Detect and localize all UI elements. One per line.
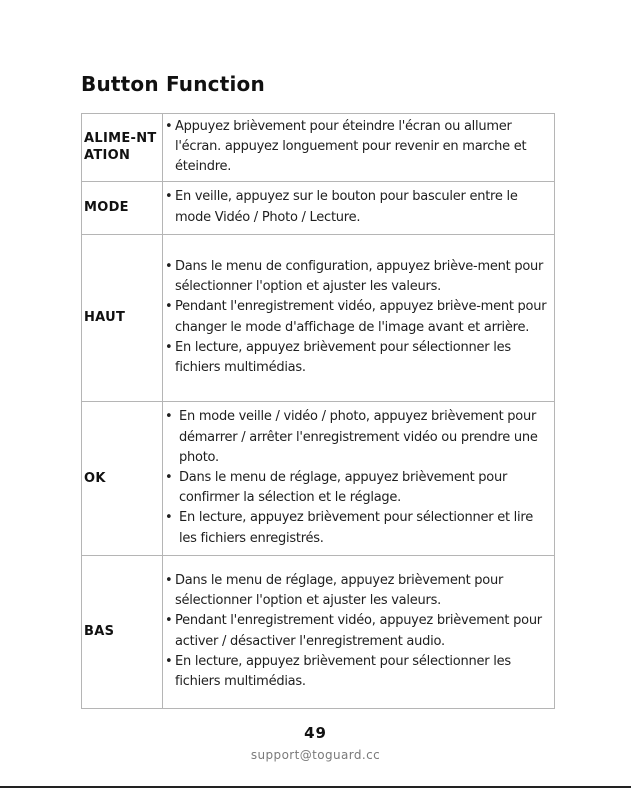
bullet-icon: • [165, 119, 173, 134]
list-item-text: Dans le menu de réglage, appuyez brièvement pour sélectionner l'option et ajuster les valeurs. [175, 573, 504, 609]
list-item [165, 257, 554, 297]
button-name-cell [82, 555, 163, 708]
button-name-cell [82, 114, 163, 182]
bullet-icon: • [165, 339, 173, 355]
list-item-text: Pendant l'enregistrement vidéo, appuyez briève-ment pour changer le mode d'affichage de l'image avant et arrière. [175, 299, 547, 335]
list-item-text: En veille, appuyez sur le bouton pour basculer entre le mode Vidéo / Photo / Lecture. [175, 189, 518, 225]
button-name: OK [84, 470, 106, 486]
list-item [165, 611, 554, 651]
list-item [165, 407, 554, 468]
description-list [165, 117, 554, 178]
list-item [165, 297, 554, 337]
page-number: 49 [304, 724, 327, 742]
description-cell [163, 555, 555, 708]
table-row-haut [82, 234, 555, 401]
bullet-icon: • [165, 653, 173, 669]
list-item-text: Dans le menu de réglage, appuyez brièvement pour confirmer la sélection et le réglage. [179, 470, 508, 506]
list-item [165, 187, 554, 227]
description-cell [163, 401, 555, 555]
list-item [165, 117, 554, 178]
button-name: ALIME-NTATION [84, 131, 157, 164]
bullet-icon: • [165, 510, 173, 526]
button-name-cell [82, 234, 163, 401]
list-item-text: En lecture, appuyez brièvement pour sélectionner et lire les fichiers enregistrés. [179, 510, 533, 546]
list-item [165, 652, 554, 692]
description-list [165, 407, 554, 548]
table-row-ok [82, 401, 555, 555]
list-item-text: Pendant l'enregistrement vidéo, appuyez brièvement pour activer / désactiver l'enregistrement audio. [175, 613, 542, 649]
description-cell [163, 234, 555, 401]
bullet-icon: • [165, 573, 173, 588]
description-list [165, 187, 554, 227]
list-item [165, 468, 554, 508]
button-name-cell [82, 181, 163, 234]
bullet-icon: • [165, 470, 173, 485]
page-title: Button Function [81, 72, 265, 96]
footer-email: support@toguard.cc [250, 748, 381, 762]
button-name: MODE [84, 200, 129, 216]
bullet-icon: • [165, 259, 173, 274]
bullet-icon: • [165, 189, 173, 205]
list-item [165, 571, 554, 611]
bullet-icon: • [165, 299, 173, 315]
button-name: HAUT [84, 310, 126, 326]
list-item-text: En lecture, appuyez brièvement pour sélectionner les fichiers multimédias. [175, 653, 511, 690]
bullet-icon: • [165, 613, 173, 629]
list-item-text: Dans le menu de configuration, appuyez briève-ment pour sélectionner l'option et ajuster les valeurs. [175, 259, 544, 295]
description-list [165, 257, 554, 378]
button-name: BAS [84, 624, 115, 640]
list-item-text: En lecture, appuyez brièvement pour sélectionner les fichiers multimédias. [175, 339, 511, 376]
list-item-text: Appuyez brièvement pour éteindre l'écran ou allumer l'écran. appuyez longuement pour revenir en marche et éteindre. [175, 119, 527, 175]
button-name-cell [82, 401, 163, 555]
description-cell [163, 181, 555, 234]
description-cell [163, 114, 555, 182]
bullet-icon: • [165, 409, 173, 425]
table-row-mode [82, 181, 555, 234]
list-item [165, 338, 554, 378]
list-item [165, 508, 554, 548]
list-item-text: En mode veille / vidéo / photo, appuyez brièvement pour démarrer / arrêter l'enregistrement vidéo ou prendre une photo. [179, 409, 538, 465]
button-function-table [81, 113, 555, 709]
table-row-alimentation [82, 114, 555, 182]
table-row-bas [82, 555, 555, 708]
description-list [165, 571, 554, 692]
